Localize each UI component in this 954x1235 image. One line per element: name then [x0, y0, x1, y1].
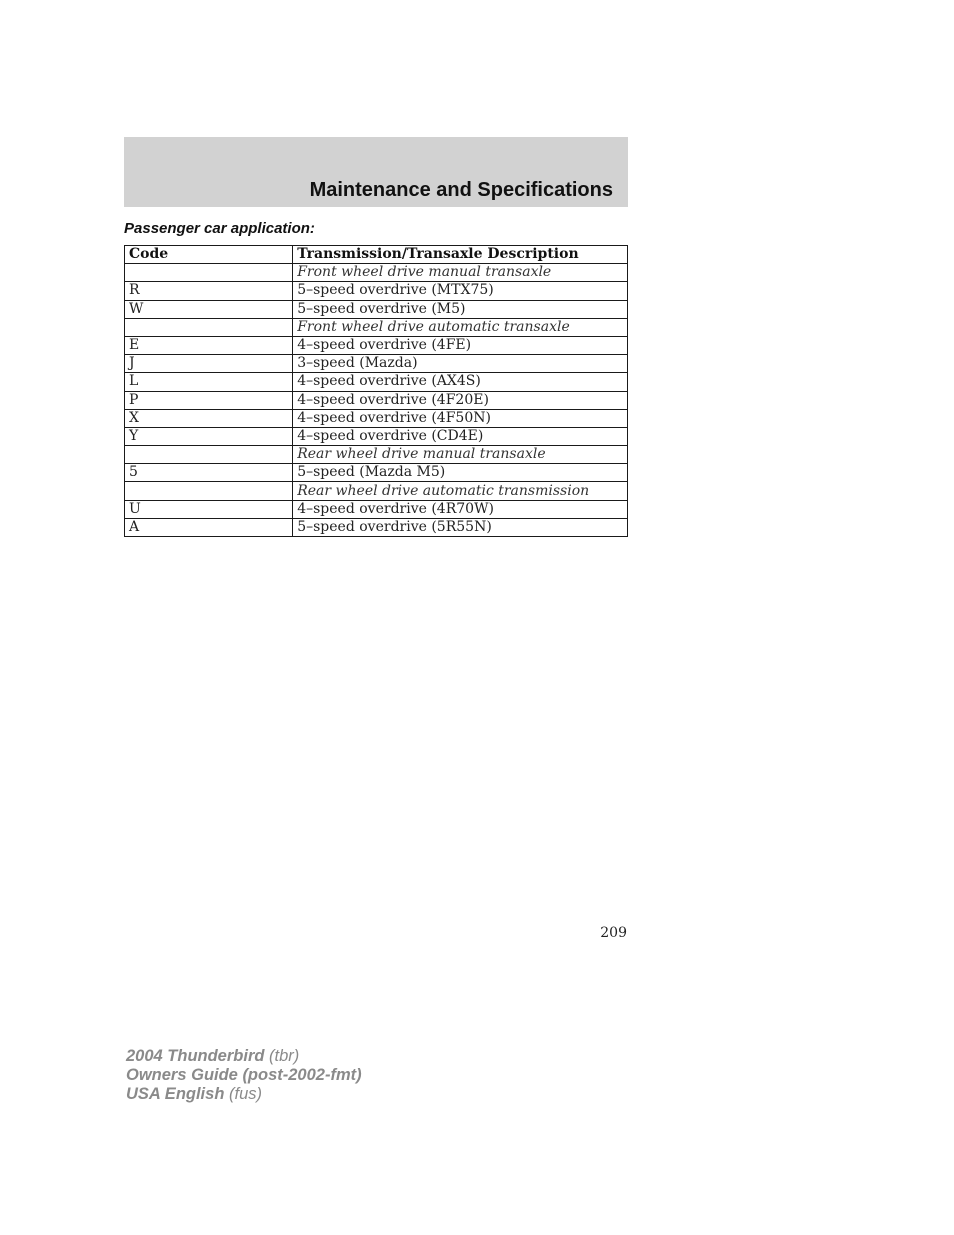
footer-line-model [126, 1047, 362, 1066]
footer-language-code: (fus) [229, 1085, 262, 1103]
code-cell [125, 482, 293, 500]
code-cell [125, 264, 293, 282]
footer-model-name: 2004 Thunderbird [126, 1047, 265, 1065]
group-heading-cell: Rear wheel drive automatic transmission [293, 482, 628, 500]
description-cell: 4–speed overdrive (4FE) [293, 336, 628, 354]
description-cell: 5–speed overdrive (MTX75) [293, 282, 628, 300]
transmission-code-table [124, 245, 628, 537]
code-cell [125, 318, 293, 336]
code-cell: J [125, 355, 293, 373]
code-cell: L [125, 373, 293, 391]
table-group-row [125, 482, 628, 500]
footer-line-language [126, 1085, 362, 1104]
column-header-code: Code [125, 246, 293, 264]
group-heading-cell: Front wheel drive manual transaxle [293, 264, 628, 282]
code-cell: U [125, 500, 293, 518]
page-number: 209 [600, 925, 627, 941]
table-row [125, 282, 628, 300]
column-header-description: Transmission/Transaxle Description [293, 246, 628, 264]
table-row [125, 409, 628, 427]
document-footer [126, 1047, 362, 1104]
section-header-band [124, 137, 628, 207]
description-cell: 4–speed overdrive (4F20E) [293, 391, 628, 409]
description-cell: 3–speed (Mazda) [293, 355, 628, 373]
table-header-row [125, 246, 628, 264]
table-row [125, 500, 628, 518]
code-cell [125, 446, 293, 464]
table-subheading: Passenger car application: [124, 220, 315, 237]
section-title: Maintenance and Specifications [309, 179, 613, 201]
footer-guide-name: Owners Guide (post-2002-fmt) [126, 1066, 362, 1084]
code-cell: X [125, 409, 293, 427]
description-cell: 5–speed overdrive (M5) [293, 300, 628, 318]
code-cell: W [125, 300, 293, 318]
group-heading-cell: Rear wheel drive manual transaxle [293, 446, 628, 464]
table-row [125, 336, 628, 354]
table-group-row [125, 446, 628, 464]
code-cell: E [125, 336, 293, 354]
description-cell: 5–speed (Mazda M5) [293, 464, 628, 482]
table-group-row [125, 264, 628, 282]
table-row [125, 391, 628, 409]
code-cell: R [125, 282, 293, 300]
code-cell: A [125, 518, 293, 536]
footer-language-name: USA English [126, 1085, 225, 1103]
code-cell: 5 [125, 464, 293, 482]
table-row [125, 373, 628, 391]
footer-line-guide [126, 1066, 362, 1085]
table-row [125, 427, 628, 445]
table-group-row [125, 318, 628, 336]
description-cell: 4–speed overdrive (4F50N) [293, 409, 628, 427]
table-row [125, 300, 628, 318]
code-cell: Y [125, 427, 293, 445]
description-cell: 5–speed overdrive (5R55N) [293, 518, 628, 536]
group-heading-cell: Front wheel drive automatic transaxle [293, 318, 628, 336]
description-cell: 4–speed overdrive (AX4S) [293, 373, 628, 391]
footer-model-code: (tbr) [269, 1047, 300, 1065]
description-cell: 4–speed overdrive (CD4E) [293, 427, 628, 445]
table-body [125, 264, 628, 537]
table-row [125, 355, 628, 373]
table-row [125, 464, 628, 482]
table-row [125, 518, 628, 536]
description-cell: 4–speed overdrive (4R70W) [293, 500, 628, 518]
code-cell: P [125, 391, 293, 409]
